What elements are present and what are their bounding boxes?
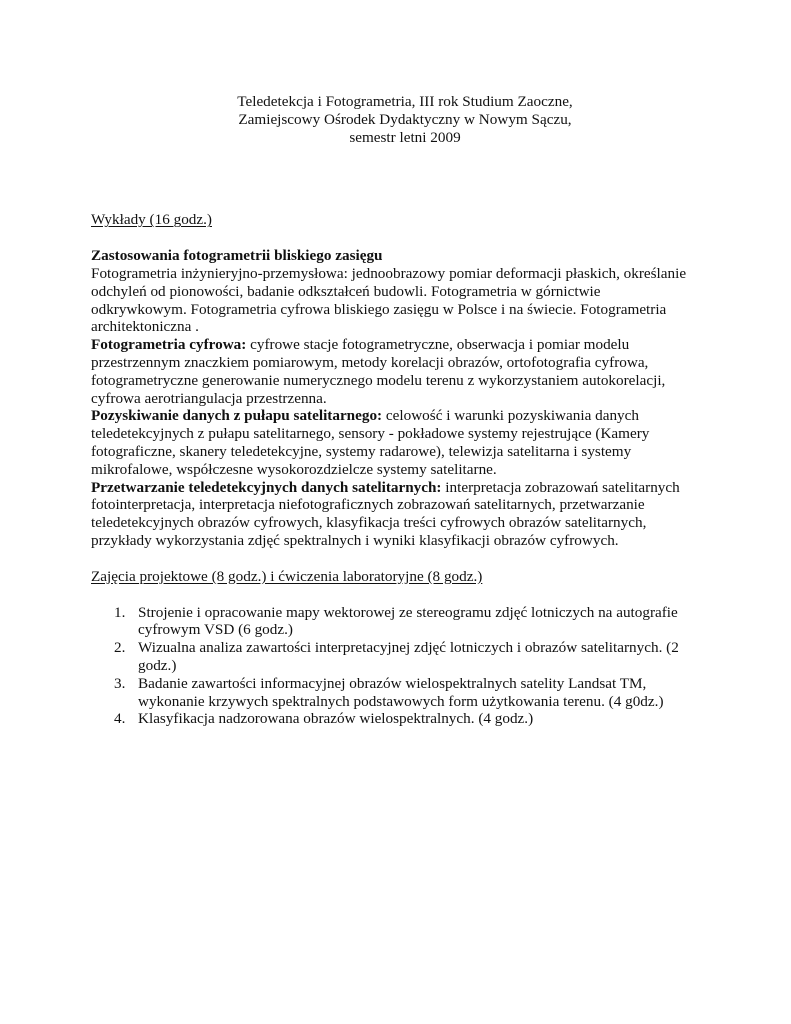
task-list — [91, 604, 713, 729]
list-item — [91, 675, 713, 711]
close-range-title: Zastosowania fotogrametrii bliskiego zasięgu — [91, 247, 383, 265]
list-item-number: 2. — [114, 639, 126, 657]
satellite-acquisition-paragraph — [91, 407, 713, 478]
satellite-acq-title: Pozyskiwanie danych z pułapu satelitarnego: — [91, 407, 383, 425]
list-item-line: Badanie zawartości informacyjnej obrazów wielospektralnych satelity Landsat TM, — [138, 674, 647, 692]
satellite-acq-line-text: celowość i warunki pozyskiwania danych — [382, 407, 639, 425]
satellite-acq-line: fotograficzne, skanery teledetekcyjne, systemy radarowe), telewizja satelitarna i systemy — [91, 442, 632, 460]
close-range-line: odkrywkowym. Fotogrametria cyfrowa bliskiego zasięgu w Polsce i na świecie. Fotogrametria — [91, 300, 667, 318]
lectures-heading: Wykłady (16 godz.) — [91, 211, 212, 229]
list-item-number: 3. — [114, 674, 126, 692]
list-item-line: wykonanie krzywych spektralnych podstawowych form użytkowania terenu. (4 g0dz.) — [138, 692, 664, 710]
close-range-paragraph — [91, 265, 713, 336]
header-line-2: Zamiejscowy Ośrodek Dydaktyczny w Nowym Sączu, — [238, 110, 572, 128]
document-page — [91, 93, 713, 728]
processing-line: przykłady wykorzystania zdjęć spektralnych i wyniki klasyfikacji obrazów cyfrowych. — [91, 531, 619, 549]
close-range-line: Fotogrametria inżynieryjno-przemysłowa: jednoobrazowy pomiar deformacji płaskich, określanie — [91, 264, 687, 282]
processing-line-text: interpretacja zobrazowań satelitarnych — [441, 478, 680, 496]
digital-line: przestrzennym znaczkiem pomiarowym, metody korelacji obrazów, ortofotografia cyfrowa, — [91, 353, 649, 371]
processing-title: Przetwarzanie teledetekcyjnych danych satelitarnych: — [91, 478, 442, 496]
header-line-1: Teledetekcja i Fotogrametria, III rok Studium Zaoczne, — [237, 93, 573, 110]
list-item-number: 1. — [114, 603, 126, 621]
processing-line: teledetekcyjnych obrazów cyfrowych, klasyfikacja treści cyfrowych obrazów satelitarnych, — [91, 514, 647, 532]
processing-line — [91, 479, 713, 497]
header-line-3: semestr letni 2009 — [349, 128, 461, 146]
digital-title: Fotogrametria cyfrowa: — [91, 336, 247, 354]
close-range-line: odchyleń od pionowości, badanie odkształceń budowli. Fotogrametria w górnictwie — [91, 282, 601, 300]
close-range-line: architektoniczna . — [91, 318, 199, 336]
digital-photogrammetry-paragraph — [91, 336, 713, 407]
digital-line — [91, 336, 713, 354]
satellite-acq-line — [91, 407, 713, 425]
satellite-acq-line: teledetekcyjnych z pułapu satelitarnego, sensory - pokładowe systemy rejestrujące (Kamery — [91, 425, 650, 443]
digital-line: fotogrametryczne generowanie numerycznego modelu terenu z wykorzystaniem autokorelacji, — [91, 371, 666, 389]
list-item — [91, 604, 713, 640]
list-item-line: Klasyfikacja nadzorowana obrazów wielospektralnych. (4 godz.) — [138, 710, 534, 728]
list-item — [91, 710, 713, 728]
digital-line-text: cyfrowe stacje fotogrametryczne, obserwacja i pomiar modelu — [246, 336, 630, 354]
list-item-line: Wizualna analiza zawartości interpretacyjnej zdjęć lotniczych i obrazów satelitarnych. (2 — [138, 639, 679, 657]
satellite-acq-line: mikrofalowe, współczesne wysokorozdzielcze systemy satelitarne. — [91, 460, 497, 478]
list-item-line: godz.) — [138, 656, 177, 674]
list-item-line: cyfrowym VSD (6 godz.) — [138, 621, 293, 639]
list-item-number: 4. — [114, 710, 126, 728]
projects-heading: Zajęcia projektowe (8 godz.) i ćwiczenia laboratoryjne (8 godz.) — [91, 567, 483, 585]
processing-line: fotointerpretacja, interpretacja niefotograficznych zobrazowań satelitarnych, przetwarzanie — [91, 496, 645, 514]
document-header — [97, 93, 713, 146]
list-item-line: Strojenie i opracowanie mapy wektorowej ze stereogramu zdjęć lotniczych na autografie — [138, 603, 678, 621]
digital-line: cyfrowa aerotriangulacja przestrzenna. — [91, 389, 327, 407]
satellite-processing-paragraph — [91, 479, 713, 550]
list-item — [91, 639, 713, 675]
